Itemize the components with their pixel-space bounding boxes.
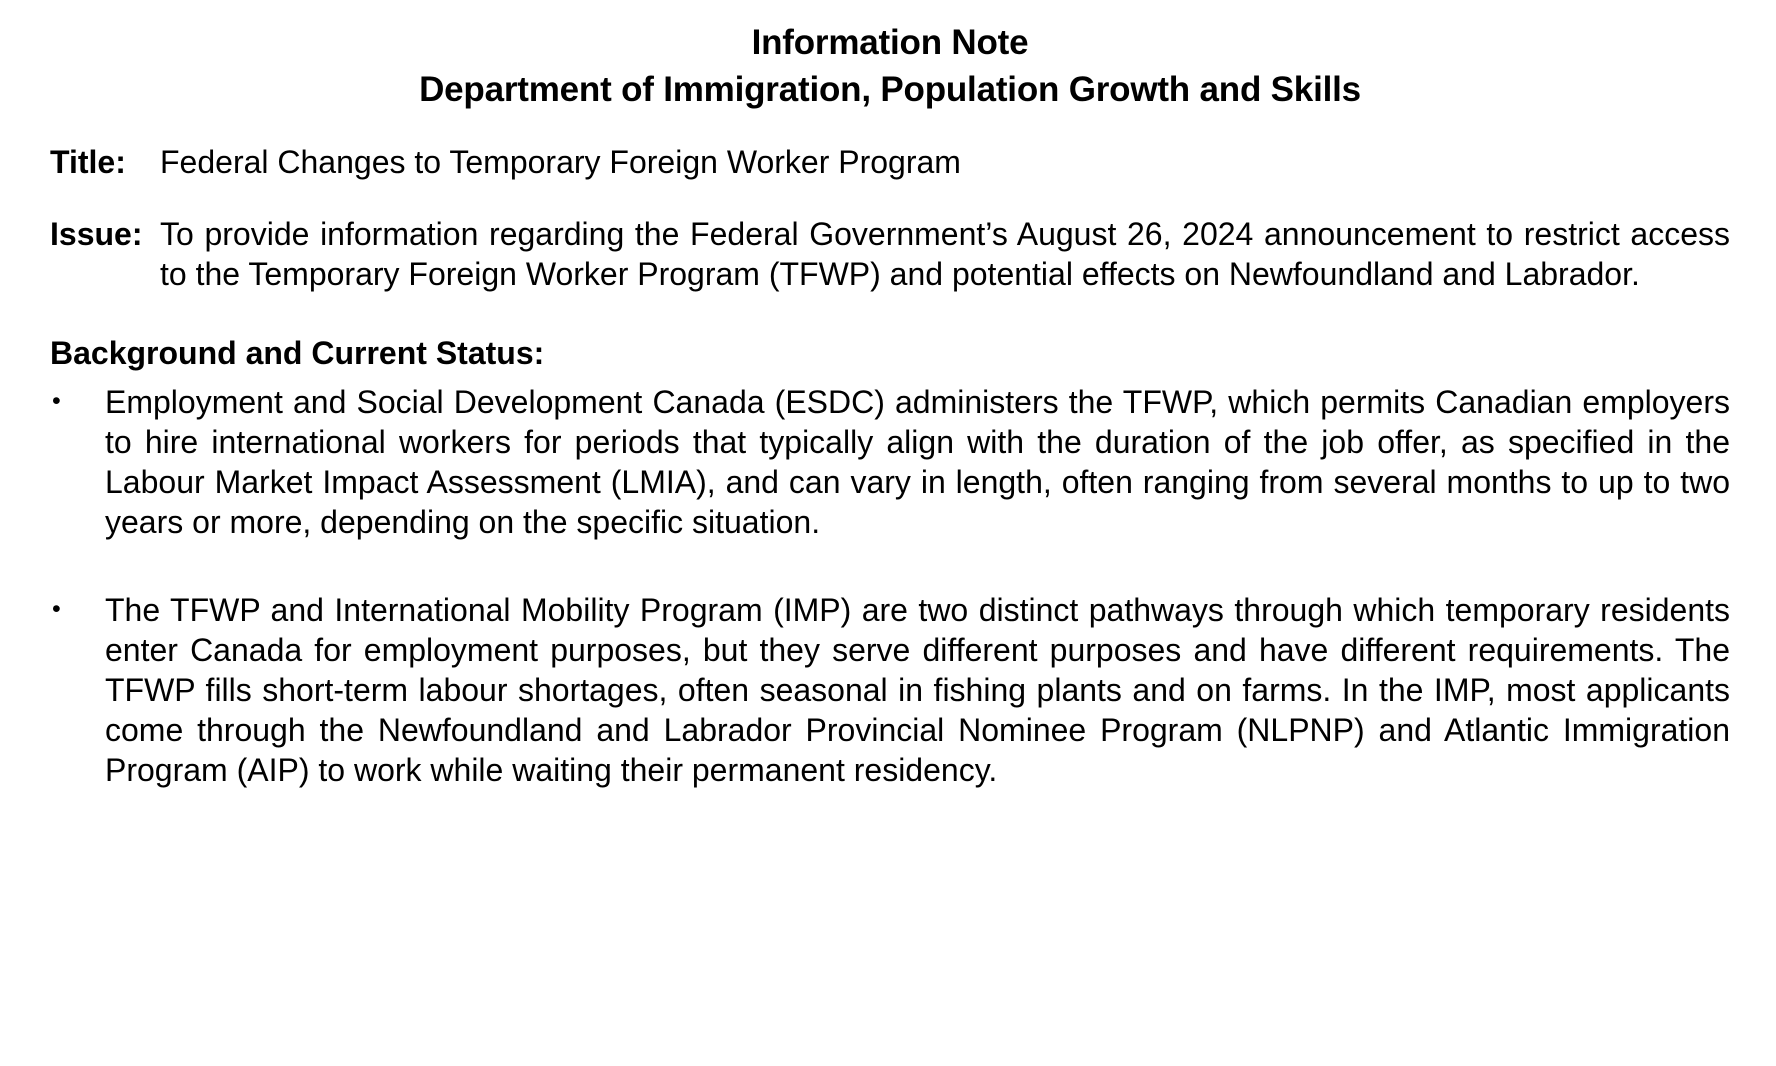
background-section-heading: Background and Current Status: (50, 334, 545, 371)
list-item (50, 382, 1730, 542)
document-header (50, 22, 1730, 111)
issue-label: Issue: (50, 215, 143, 252)
bullet-point-icon: • (52, 386, 61, 415)
document-title-line-1: Information Note (751, 23, 1029, 62)
title-value: Federal Changes to Temporary Foreign Worker Program (160, 143, 961, 180)
issue-value: To provide information regarding the Federal Government’s August 26, 2024 announcement to restrict access to the Temporary Foreign Worker Program (TFWP) and potential effects on Newfoundland and Labrador. (160, 215, 1730, 292)
title-value-container (160, 142, 1730, 182)
background-bullet-list (50, 382, 1730, 790)
list-item-text: The TFWP and International Mobility Program (IMP) are two distinct pathways through which temporary residents enter Canada for employment purposes, but they serve different purposes and have different requirements. The TFWP fills short-term labour shortages, often seasonal in fishing plants and on farms. In the IMP, most applicants come through the Newfoundland and Labrador Provincial Nominee Program (NLPNP) and Atlantic Immigration Program (AIP) to work while waiting their permanent residency. (105, 591, 1730, 788)
title-field-row (50, 142, 1730, 182)
list-item (50, 590, 1730, 790)
list-item-text-container (105, 382, 1730, 542)
list-item-text-container (105, 590, 1730, 790)
bullet-point-icon: • (52, 594, 61, 623)
list-item-text: Employment and Social Development Canada (ESDC) administers the TFWP, which permits Canadian employers to hire international workers for periods that typically align with the duration of the job offer, as specified in the Labour Market Impact Assessment (LMIA), and can vary in length, often ranging from several months to up to two years or more, depending on the specific situation. (105, 383, 1730, 540)
document-title-line-2: Department of Immigration, Population Growth and Skills (419, 70, 1361, 110)
issue-field-row (50, 214, 1730, 294)
issue-value-container (160, 214, 1730, 294)
title-label: Title: (50, 143, 126, 180)
